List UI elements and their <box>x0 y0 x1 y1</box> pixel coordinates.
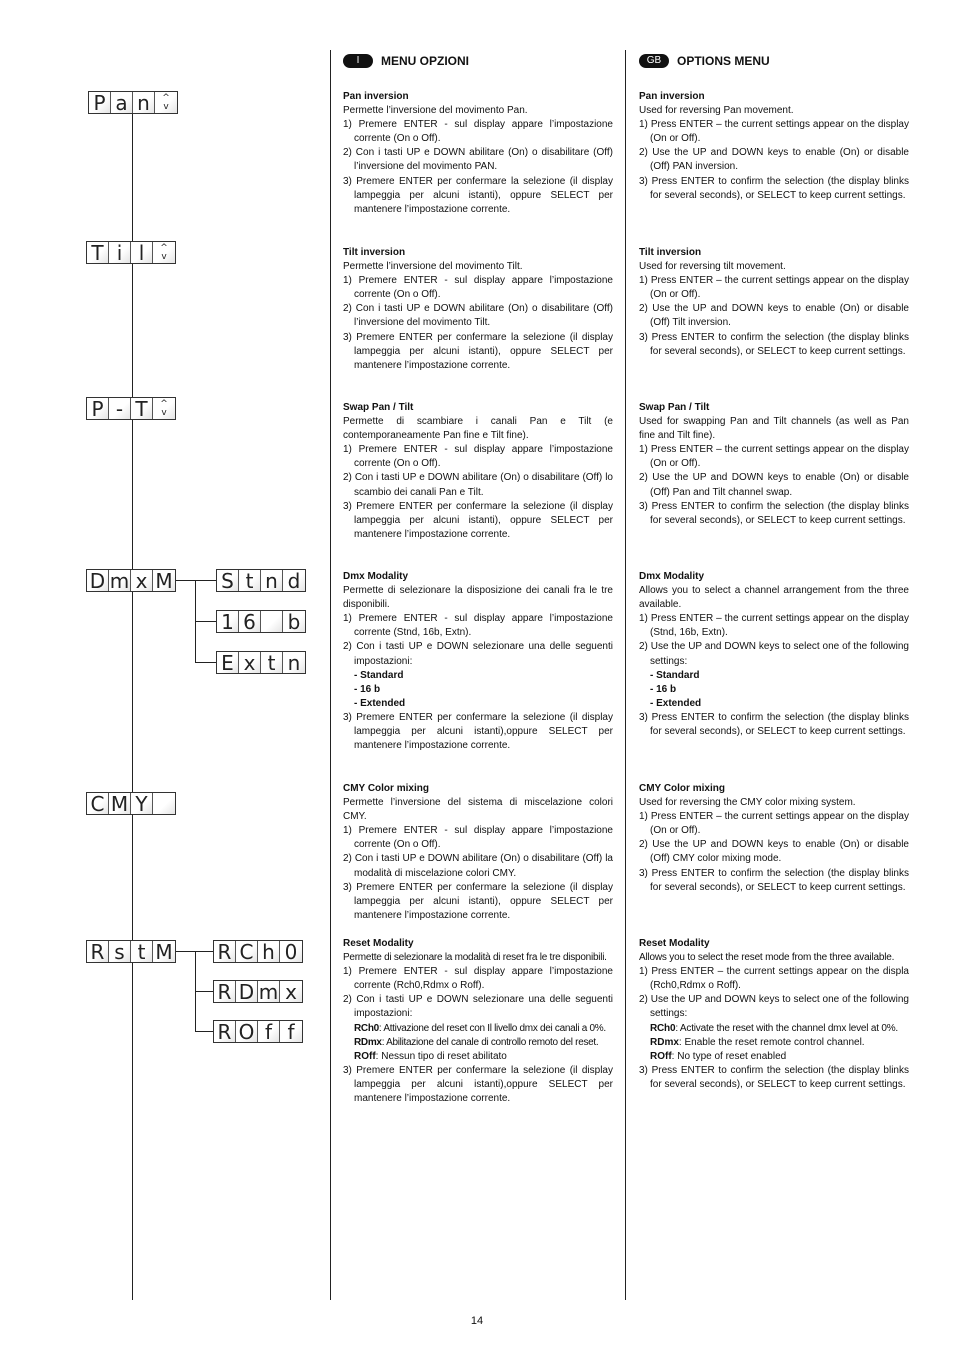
step: 1) Premere ENTER - sul display appare l’impostazione corrente (Rch0,Rdmx o Roff). <box>343 966 613 992</box>
section-title: Pan inversion <box>639 91 705 102</box>
lcd-char: C <box>87 793 109 814</box>
section-cmy <box>639 782 909 895</box>
lcd-char: 6 <box>239 611 261 632</box>
step: 1) Premere ENTER - sul display appare l’impostazione corrente (Stnd, 16b, Extn). <box>343 613 613 639</box>
language-badge: I <box>343 54 373 68</box>
step: 2) Use the UP and DOWN keys to select one of the following settings: <box>639 641 909 667</box>
lcd-char: P <box>89 92 111 113</box>
section-intro: Permette l’inversione del sistema di miscelazione colori CMY. <box>343 797 613 823</box>
option: - Extended <box>354 697 406 709</box>
section-dmx <box>343 570 613 753</box>
step: 3) Premere ENTER per confermare la selezione (il display lampeggia per alcuni istanti), oppure SELECT per mantenere l’impostazione corrente. <box>343 175 613 215</box>
lcd-roff <box>213 1020 303 1043</box>
section-reset <box>639 937 909 1092</box>
lcd-char: R <box>214 981 236 1002</box>
column-header <box>343 53 613 69</box>
reset-branch-roff <box>195 1031 213 1032</box>
lcd-char: x <box>239 652 261 673</box>
lcd-char: b <box>283 611 305 632</box>
up-down-arrows-icon: ^ v <box>155 92 177 113</box>
option: - Standard <box>650 669 700 681</box>
step: 3) Press ENTER to confirm the selection (the display blinks for several seconds), or SELECT to keep current settings. <box>639 711 909 738</box>
lcd-char: s <box>109 941 131 962</box>
section-cmy <box>343 782 613 923</box>
lcd-char: f <box>258 1021 280 1042</box>
menu-tree-trunk <box>132 114 133 1300</box>
lcd-char: f <box>280 1021 302 1042</box>
lcd-cmy <box>86 792 176 815</box>
lcd-char: Y <box>131 793 153 814</box>
step: 2) Use the UP and DOWN keys to enable (On) or disable (Off) CMY color mixing mode. <box>639 839 909 865</box>
option: - 16 b <box>650 683 677 695</box>
page-number: 14 <box>470 1315 484 1327</box>
lcd-til <box>86 241 176 264</box>
lcd-char: D <box>87 570 109 591</box>
option: RCh0: Activate the reset with the channel dmx level at 0%. <box>650 1022 898 1034</box>
step: 3) Press ENTER to confirm the selection (the display blinks for several seconds), or SELECT to keep current settings. <box>639 175 909 201</box>
section-intro: Used for swapping Pan and Tilt channels (as well as Pan fine and Tilt fine). <box>639 416 909 442</box>
column-title: MENU OPZIONI <box>381 53 470 68</box>
section-swap <box>639 401 909 528</box>
column-divider-right <box>625 50 626 1300</box>
section-intro: Allows you to select a channel arrangement from the three available. <box>639 585 909 611</box>
step: 1) Press ENTER – the current settings appear on the displa (Rch0,Rdmx o Roff). <box>639 966 909 992</box>
step: 1) Press ENTER – the current settings appear on the display (Stnd, 16b, Extn). <box>639 613 909 639</box>
step: 3) Premere ENTER per confermare la selezione (il display lampeggia per alcuni istanti), oppure SELECT per mantenere l’impostazione corrente. <box>343 881 613 921</box>
step: 1) Press ENTER – the current settings appear on the display (On or Off). <box>639 275 909 301</box>
up-down-arrows-icon: ^ v <box>153 242 175 263</box>
lcd-char: T <box>131 398 153 419</box>
step: 1) Premere ENTER - sul display appare l’impostazione corrente (On o Off). <box>343 444 613 470</box>
lcd-pt <box>86 397 176 420</box>
section-intro: Used for reversing Pan movement. <box>639 105 794 117</box>
section-title: Tilt inversion <box>639 247 702 258</box>
lcd-char: a <box>111 92 133 113</box>
lcd-char: l <box>131 242 153 263</box>
step: 2) Con i tasti UP e DOWN abilitare (On) o disabilitare (Off) l’inversione del movimento PAN. <box>343 147 613 173</box>
step: 3) Press ENTER to confirm the selection (the display blinks for several seconds), or SELECT to keep current settings. <box>639 500 909 526</box>
section-title: Dmx Modality <box>639 571 705 582</box>
section-intro: Permette di selezionare la modalità di reset fra le tre disponibili. <box>343 952 607 964</box>
section-tilt <box>343 246 613 373</box>
step: 3) Press ENTER to confirm the selection (the display blinks for several seconds), or SELECT to keep current settings. <box>639 331 909 357</box>
lcd-char: t <box>261 652 283 673</box>
column-header <box>639 53 909 69</box>
section-dmx <box>639 570 909 739</box>
section-intro: Permette l’inversione del movimento Pan. <box>343 105 528 117</box>
section-reset <box>343 937 613 1106</box>
step: 2) Con i tasti UP e DOWN selezionare una delle seguenti impostazioni: <box>343 641 613 667</box>
dmx-branch-16b <box>195 621 216 622</box>
lcd-char <box>261 611 283 632</box>
section-intro: Allows you to select the reset mode from the three available. <box>639 952 895 964</box>
section-title: Swap Pan / Tilt <box>343 402 414 413</box>
step: 3) Press ENTER to confirm the selection (the display blinks for several seconds), or SELECT to keep current settings. <box>639 867 909 893</box>
section-pan <box>639 90 909 203</box>
option: RDmx: Enable the reset remote control channel. <box>650 1036 865 1048</box>
step: 1) Press ENTER – the current settings appear on the display (On or Off). <box>639 811 909 837</box>
option: - Extended <box>650 697 702 709</box>
lcd-char: t <box>239 570 261 591</box>
lcd-char <box>153 793 175 814</box>
lcd-char: M <box>153 941 175 962</box>
lcd-char: h <box>258 941 280 962</box>
section-title: Reset Modality <box>639 938 710 949</box>
option: RDmx: Abilitazione del canale di controllo remoto del reset. <box>354 1036 599 1048</box>
option: - 16 b <box>354 683 381 695</box>
lcd-char: R <box>214 941 236 962</box>
lcd-char: x <box>280 981 302 1002</box>
section-intro: Permette di scambiare i canali Pan e Tilt (e contemporaneamente Pan fine e Tilt fine). <box>343 416 613 442</box>
lcd-char: S <box>217 570 239 591</box>
lcd-char: n <box>283 652 305 673</box>
lcd-char: E <box>217 652 239 673</box>
lcd-char: R <box>87 941 109 962</box>
step: 3) Premere ENTER per confermare la selezione (il display lampeggia per alcuni istanti),oppure SELECT per mantenere l’impostazione corrente. <box>343 711 613 752</box>
english-column <box>639 53 909 1123</box>
section-title: Tilt inversion <box>343 247 406 258</box>
step: 3) Premere ENTER per confermare la selezione (il display lampeggia per alcuni istanti), oppure SELECT per mantenere l’impostazione corrente. <box>343 331 613 371</box>
lcd-rdmx <box>213 980 303 1003</box>
lcd-dmxm <box>86 569 176 592</box>
lcd-char: O <box>236 1021 258 1042</box>
lcd-char: n <box>261 570 283 591</box>
section-title: Dmx Modality <box>343 571 409 582</box>
lcd-char: 1 <box>217 611 239 632</box>
step: 2) Use the UP and DOWN keys to enable (On) or disable (Off) PAN inversion. <box>639 147 909 173</box>
dmx-branch-extn <box>195 662 216 663</box>
lcd-char: R <box>214 1021 236 1042</box>
lcd-char: 0 <box>280 941 302 962</box>
section-title: Pan inversion <box>343 91 409 102</box>
section-title: CMY Color mixing <box>343 783 429 794</box>
section-intro: Used for reversing tilt movement. <box>639 261 786 273</box>
section-title: Swap Pan / Tilt <box>639 402 710 413</box>
lcd-16b <box>216 610 306 633</box>
step: 1) Premere ENTER - sul display appare l’impostazione corrente (On o Off). <box>343 825 613 851</box>
step: 3) Premere ENTER per confermare la selezione (il display lampeggia per alcuni istanti), oppure SELECT per mantenere l’impostazione corrente. <box>343 500 613 540</box>
step: 2) Con i tasti UP e DOWN abilitare (On) o disabilitare (Off) lo scambio dei canali Pan e Tilt. <box>343 472 613 498</box>
language-badge: GB <box>639 54 669 68</box>
lcd-char: m <box>109 568 130 593</box>
lcd-char: x <box>131 570 153 591</box>
section-title: Reset Modality <box>343 938 414 949</box>
step: 3) Press ENTER to confirm the selection (the display blinks for several seconds), or SELECT to keep current settings. <box>639 1064 909 1090</box>
step: 2) Con i tasti UP e DOWN abilitare (On) o disabilitare (Off) la modalità di miscelazione colori CMY. <box>343 853 613 879</box>
up-down-arrows-icon: ^ v <box>153 398 175 419</box>
lcd-char: T <box>87 242 109 263</box>
section-intro: Permette l’inversione del movimento Tilt. <box>343 261 523 273</box>
section-title: CMY Color mixing <box>639 783 725 794</box>
step: 2) Con i tasti UP e DOWN abilitare (On) o disabilitare (Off) l’inversione del movimento Tilt. <box>343 303 613 329</box>
step: 1) Press ENTER – the current settings appear on the display (On or Off). <box>639 119 909 145</box>
section-pan <box>343 90 613 217</box>
step: 2) Use the UP and DOWN keys to enable (On) or disable (Off) Pan and Tilt channel swap. <box>639 472 909 498</box>
option: RCh0: Attivazione del reset con Il livello dmx dei canali a 0%. <box>354 1022 606 1034</box>
lcd-char: M <box>153 570 175 591</box>
section-tilt <box>639 246 909 359</box>
lcd-stnd <box>216 569 306 592</box>
reset-branch-rdmx <box>195 991 213 992</box>
lcd-char: D <box>236 981 258 1002</box>
lcd-char: t <box>131 941 153 962</box>
step: 2) Con i tasti UP e DOWN selezionare una delle seguenti impostazioni: <box>343 994 613 1020</box>
option: ROff: No type of reset enabled <box>650 1050 787 1062</box>
lcd-char: d <box>283 570 305 591</box>
lcd-char: M <box>109 793 131 814</box>
option: ROff: Nessun tipo di reset abilitato <box>354 1050 507 1062</box>
step: 2) Use the UP and DOWN keys to select one of the following settings: <box>639 994 909 1020</box>
step: 3) Premere ENTER per confermare la selezione (il display lampeggia per alcuni istanti),oppure SELECT per mantenere l’impostazione corrente. <box>343 1064 613 1105</box>
step: 1) Press ENTER – the current settings appear on the display (On or Off). <box>639 444 909 470</box>
lcd-char: P <box>87 398 109 419</box>
option: - Standard <box>354 669 404 681</box>
lcd-char: - <box>109 398 131 419</box>
column-title: OPTIONS MENU <box>677 53 770 68</box>
section-intro: Used for reversing the CMY color mixing system. <box>639 797 856 809</box>
step: 1) Premere ENTER - sul display appare l’impostazione corrente (On o Off). <box>343 275 613 301</box>
lcd-rstm <box>86 940 176 963</box>
lcd-char: m <box>258 979 279 1004</box>
lcd-char: n <box>133 92 155 113</box>
lcd-pan <box>88 91 178 114</box>
lcd-extn <box>216 651 306 674</box>
section-swap <box>343 401 613 542</box>
lcd-char: C <box>236 941 258 962</box>
italian-column <box>343 53 613 1123</box>
lcd-char: i <box>109 242 131 263</box>
dmx-branch-line <box>176 580 216 581</box>
lcd-rch0 <box>213 940 303 963</box>
step: 2) Use the UP and DOWN keys to enable (On) or disable (Off) Tilt inversion. <box>639 303 909 329</box>
column-divider-left <box>330 50 331 1300</box>
section-intro: Permette di selezionare la disposizione dei canali fra le tre disponibili. <box>343 585 613 611</box>
step: 1) Premere ENTER - sul display appare l’impostazione corrente (On o Off). <box>343 119 613 145</box>
